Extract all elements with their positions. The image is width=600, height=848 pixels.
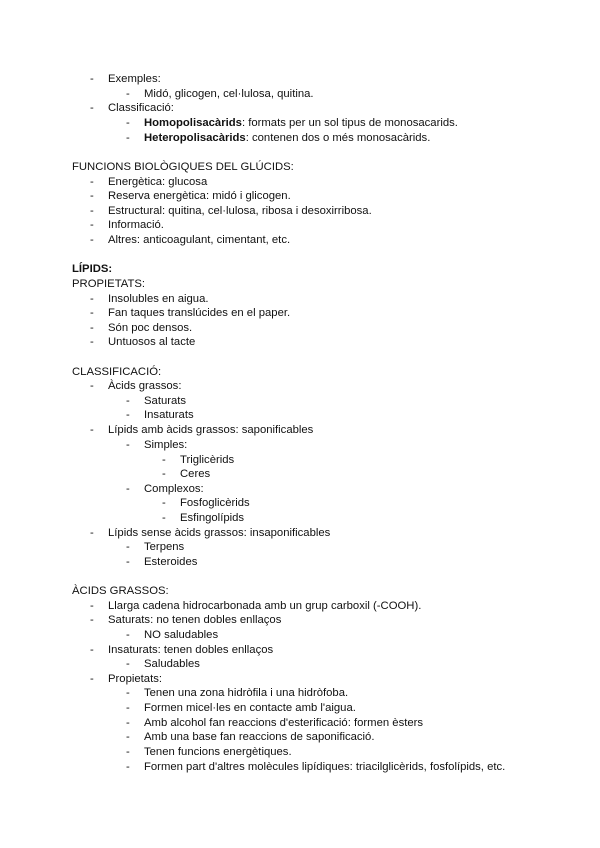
bullet-dash: - [90,307,94,319]
acids-insaturats-item: Insaturats: tenen dobles enllaços [108,644,274,656]
propietat-item: Fan taques translúcides en el paper. [108,307,291,319]
acids-propietat-item: Amb una base fan reaccions de saponificació. [144,731,375,743]
bullet-dash: - [162,468,166,480]
homopolisacarids-line [144,116,458,130]
bullet-dash: - [90,190,94,202]
funcions-item: Informació. [108,219,164,231]
propietats-heading: PROPIETATS: [72,278,146,290]
funcions-item: Reserva energètica: midó i glicogen. [108,190,291,202]
bullet-dash: - [90,614,94,626]
bullet-dash: - [90,102,94,114]
bullet-dash: - [162,497,166,509]
bullet-dash: - [162,512,166,524]
bullet-dash: - [126,702,130,714]
bullet-dash: - [126,746,130,758]
terpens-item: Terpens [144,541,185,553]
bullet-dash: - [90,380,94,392]
exemples-label: Exemples: [108,73,161,85]
insaponificables-item: Lípids sense àcids grassos: insaponificables [108,527,331,539]
heteropolisacarids-desc: : contenen dos o més monosacàrids. [245,132,431,144]
exemples-value: Midó, glicogen, cel·lulosa, quitina. [144,88,314,100]
propietat-item: Són poc densos. [108,322,193,334]
bullet-dash: - [90,336,94,348]
complexos-item: Complexos: [144,483,204,495]
bullet-dash: - [162,454,166,466]
insaturats-item: Insaturats [144,409,194,421]
bullet-dash: - [90,673,94,685]
funcions-item: Altres: anticoagulant, cimentant, etc. [108,234,291,246]
bullet-dash: - [126,117,130,129]
acids-propietat-item: Formen micel·les en contacte amb l'aigua. [144,702,356,714]
homopolisacarids-desc: : formats per un sol tipus de monosacarids. [241,117,458,129]
saturats-item: Saturats [144,395,187,407]
bullet-dash: - [90,205,94,217]
acids-propietat-item: Tenen funcions energètiques. [144,746,292,758]
bullet-dash: - [126,761,130,773]
fosfoglicerids-item: Fosfoglicèrids [180,497,250,509]
bullet-dash: - [126,483,130,495]
bullet-dash: - [90,600,94,612]
saponificables-item: Lípids amb àcids grassos: saponificables [108,424,314,436]
esfingolipids-item: Esfingolípids [180,512,245,524]
homopolisacarids-term: Homopolisacàrids [144,117,242,129]
bullet-dash: - [126,132,130,144]
bullet-dash: - [126,395,130,407]
bullet-dash: - [126,717,130,729]
acids-saturats-item: Saturats: no tenen dobles enllaços [108,614,282,626]
bullet-dash: - [90,73,94,85]
bullet-dash: - [90,293,94,305]
acids-propietats-label: Propietats: [108,673,163,685]
bullet-dash: - [90,644,94,656]
bullet-dash: - [126,409,130,421]
bullet-dash: - [90,424,94,436]
funcions-item: Energètica: glucosa [108,176,208,188]
funcions-heading: FUNCIONS BIOLÒGIQUES DEL GLÚCIDS: [72,161,294,173]
bullet-dash: - [90,527,94,539]
cadena-item: Llarga cadena hidrocarbonada amb un grup carboxil (-COOH). [108,600,422,612]
classificacio-label: Classificació: [108,102,174,114]
acids-grassos-item: Àcids grassos: [108,380,182,392]
esteroides-item: Esteroides [144,556,198,568]
bullet-dash: - [126,556,130,568]
bullet-dash: - [90,219,94,231]
no-saludables-item: NO saludables [144,629,219,641]
acids-heading: ÀCIDS GRASSOS: [72,585,169,597]
propietat-item: Untuosos al tacte [108,336,196,348]
ceres-item: Ceres [180,468,211,480]
propietat-item: Insolubles en aigua. [108,293,209,305]
bullet-dash: - [126,658,130,670]
simples-item: Simples: [144,439,188,451]
bullet-dash: - [90,176,94,188]
funcions-item: Estructural: quitina, cel·lulosa, ribosa i desoxirribosa. [108,205,372,217]
saludables-item: Saludables [144,658,200,670]
bullet-dash: - [126,88,130,100]
bullet-dash: - [126,541,130,553]
acids-propietat-item: Amb alcohol fan reaccions d'esterificació: formen èsters [144,717,424,729]
acids-propietat-item: Tenen una zona hidròfila i una hidròfoba. [144,687,349,699]
acids-propietat-item: Formen part d'altres molècules lipídiques: triacilglicèrids, fosfolípids, etc. [144,761,506,773]
bullet-dash: - [90,322,94,334]
bullet-dash: - [90,234,94,246]
lipids-title: LÍPIDS: [72,263,113,275]
classificacio-heading: CLASSIFICACIÓ: [72,366,162,378]
bullet-dash: - [126,439,130,451]
bullet-dash: - [126,731,130,743]
triglicerids-item: Triglicèrids [180,454,235,466]
bullet-dash: - [126,629,130,641]
heteropolisacarids-line [144,131,430,145]
heteropolisacarids-term: Heteropolisacàrids [144,132,246,144]
bullet-dash: - [126,687,130,699]
